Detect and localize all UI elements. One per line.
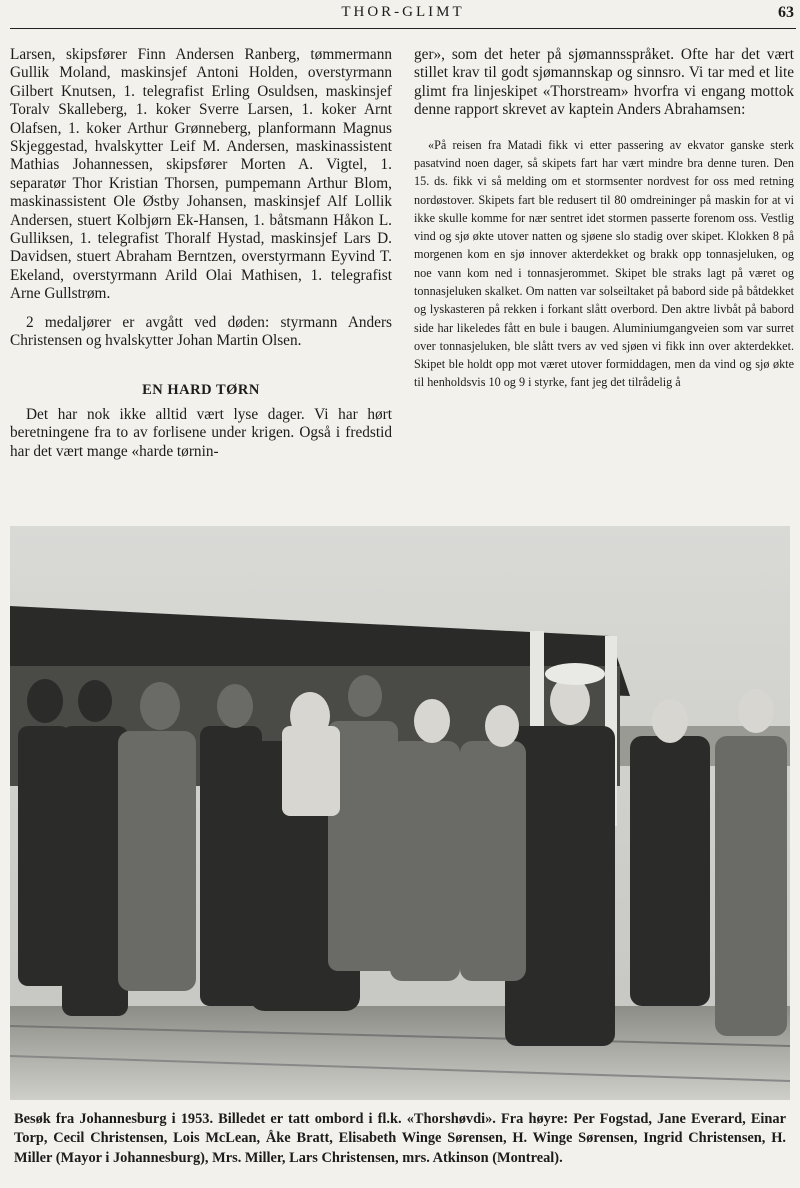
intro-paragraph: Det har nok ikke alltid vært lyse dager. Vi har hørt beretningene fra to av forlisene under krigen. Også i fredstid har det vært mange «harde tørnin- (10, 405, 392, 460)
group-photograph (10, 526, 790, 1100)
page-header (10, 0, 796, 29)
left-column (10, 46, 392, 461)
continuation-paragraph: ger», som det heter på sjømannsspråket. Ofte har det vært stillet krav til godt sjømannskap og sinnsro. Vi tar med et lite glimt fra linjeskipet «Thorstream» hvorfra vi engang mottok denne rapport skrevet av kaptein Anders Abrahamsen: (414, 46, 794, 119)
crew-list-paragraph: Larsen, skipsfører Finn Andersen Ranberg, tømmermann Gullik Moland, maskinsjef Antoni Holden, overstyrmann Gilbert Knutsen, 1. telegrafist Erling Osuldsen, maskinsjef Toralv Skalleberg, 1. koker Sverre Larsen, 1. koker Arnt Olafsen, 1. koker Arthur Grønneberg, planformann Magnus Skjeggestad, hvalskytter Leif M. Andersen, maskinassistent Mathias Johannessen, skipsfører Morten A. Vigtel, 1. separatør Thor Kristian Thorsen, pumpemann Arthur Blom, maskinassistent Ole Østby Johansen, maskinsjef Alf Lollik Andersen, stuert Kolbjørn Ek-Hansen, 1. båtsmann Håkon L. Gulliksen, 1. telegrafist Thoralf Hystad, maskinsjef Lars D. Davidsen, stuert Abraham Berntzen, overstyrmann Eyvind T. Ekeland, overstyrmann Arild Olai Mathisen, 1. telegrafist Arne Gullstrøm. (10, 46, 392, 303)
photo-caption: Besøk fra Johannesburg i 1953. Billedet er tatt ombord i fl.k. «Thorshøvdi». Fra høyre: Per Fogstad, Jane Everard, Einar Torp, Cecil Christensen, Lois McLean, Åke Bratt, Elisabeth Winge Sørensen, H. Winge Sørensen, Ingrid Christensen, H. Miller (Mayor i Johannesburg), Mrs. Miller, Lars Christensen, mrs. Atkinson (Montreal). (14, 1111, 786, 1166)
page-number: 63 (778, 4, 794, 21)
deceased-paragraph: 2 medaljører er avgått ved døden: styrmann Anders Christensen og hvalskytter Johan Martin Olsen. (10, 313, 392, 350)
running-title: THOR-GLIMT (341, 4, 465, 20)
section-heading: EN HARD TØRN (142, 381, 260, 398)
right-column (414, 46, 794, 392)
captain-report-quote: «På reisen fra Matadi fikk vi etter passering av ekvator ganske sterk pasatvind noen dager, så skipets fart har vært mindre bra denne turen. Den 15. ds. fikk vi så melding om et stormsenter nordvest for oss med retning nordøstover. Skipets fart ble redusert til 80 omdreininger på maskin for at vi ikke skulle komme for nær sentret idet stormen passerte forenom oss. Vestlig vind og sjø økte utover natten og sjøene slo stadig over skipet. Klokken 8 på morgenen kom en sjø innover akterdekket og brakk opp tonnasjeluken, og noe vann kom ned i tonnasjerommet. Skipet ble straks lagt på været og tonnasjeluken skalket. Om natten var solseiltaket på babord side på båtdekket og lyskasteren på rekken i forkant slått overbord. Den aktre livbåt på babord side har likeledes fått en bule i baugen. Aluminiumgangveien som var surret over tonnasjeluken, ble slått tvers av ved sjøen vi fikk inn over akterdekket. Skipet ble holdt opp mot været utover formiddagen, men da vind og sjø økte til henholdsvis 10 og 9 i styrke, fant jeg det tilrådelig å (414, 137, 794, 390)
